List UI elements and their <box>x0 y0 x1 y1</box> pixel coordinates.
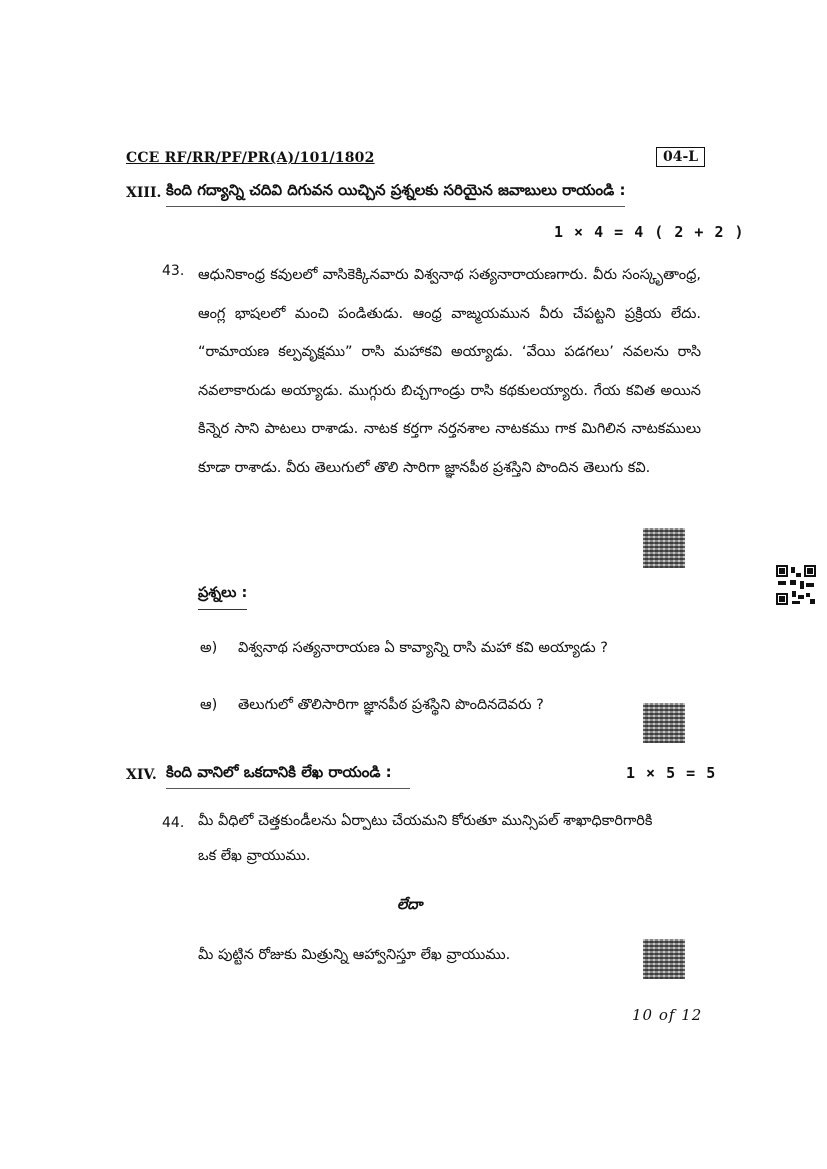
question-44-option-1-line-2: ఒక లేఖ వ్రాయుము. <box>198 848 311 864</box>
page-number: 10 of 12 <box>632 1006 703 1024</box>
question-44-number: 44. <box>162 815 185 831</box>
section-14-number: XIV. <box>126 767 157 783</box>
section-13-number: XIII. <box>126 185 162 201</box>
questions-label: ప్రశ్నలు : <box>198 585 247 610</box>
question-43-passage: ఆధునికాంధ్ర కవులలో వాసికెక్కినవారు విశ్వనాథ సత్యనారాయణగారు. వీరు సంస్కృతాంధ్ర, ఆంగ్ల భాషలలో మంచి పండితుడు. ఆంధ్ర వాఙ్మయమున వీరు చేపట్టని ప్రక్రియ లేదు. “రామాయణ కల్పవృక్షము” రాసి మహాకవి అయ్యాడు. ‘వేయి పడగలు’ నవలను రాసి నవలాకారుడు అయ్యాడు. ముగ్గురు బిచ్చగాండ్రు రాసి కథకులయ్యారు. గేయ కవిత అయిన కిన్నెర సాని పాటలు రాశాడు. నాటక కర్తగా నర్తనశాల నాటకము గాక మిగిలిన నాటకములు కూడా రాశాడు. వీరు తెలుగులో తొలి సారిగా జ్ఞానపీఠ ప్రశస్తిని పొందిన తెలుగు కవి. <box>198 267 701 476</box>
section-14-title: కింది వానిలో ఒకదానికి లేఖ రాయండి : <box>166 763 410 789</box>
paper-code: CCE RF/RR/PF/PR(A)/101/1802 <box>126 150 375 166</box>
section-13-marks: 1 × 4 = 4 ( 2 + 2 ) <box>554 223 745 241</box>
qr-code-icon <box>643 528 685 568</box>
question-44-option-2: మీ పుట్టిన రోజుకు మిత్రున్ని ఆహ్వానిస్తూ లేఖ వ్రాయుము. <box>198 947 511 963</box>
section-13-title: కింది గద్యాన్ని చదివి దిగువన యిచ్చిన ప్రశ్నలకు సరియైన జవాబులు రాయండి : <box>166 181 625 207</box>
question-b-text: తెలుగులో తొలిసారిగా జ్ఞానపీఠ ప్రశస్థిని పొందినదెవరు ? <box>238 697 544 713</box>
or-label: లేదా <box>397 897 423 913</box>
question-a-label: అ) <box>200 640 218 656</box>
qr-code-icon <box>643 939 685 979</box>
question-b-label: ఆ) <box>200 697 218 713</box>
question-a-text: విశ్వనాథ సత్యనారాయణ ఏ కావ్యాన్ని రాసి మహా కవి అయ్యాడు ? <box>238 640 608 656</box>
side-qr-code-icon <box>776 565 816 605</box>
section-14-marks: 1 × 5 = 5 <box>626 764 717 782</box>
question-43-number: 43. <box>162 263 185 279</box>
qr-code-icon <box>643 703 685 743</box>
paper-version-box: 04-L <box>656 147 705 167</box>
question-44-option-1-line-1: మీ వీధిలో చెత్తకుండీలను ఏర్పాటు చేయమని కోరుతూ మున్సిపల్ శాఖాధికారిగారికి <box>198 813 653 829</box>
